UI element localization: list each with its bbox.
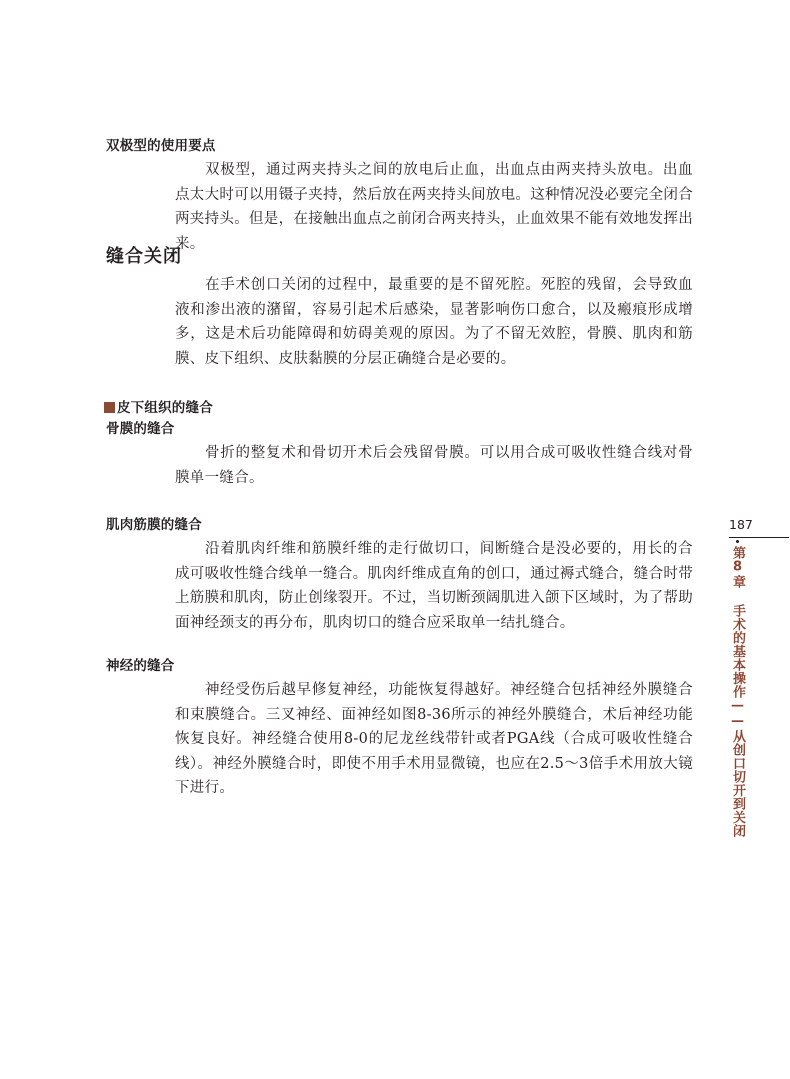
- heading-periosteum: 骨膜的缝合: [106, 421, 175, 437]
- heading-muscle-fascia: 肌肉筋膜的缝合: [106, 517, 202, 533]
- sidebar-rule: [729, 537, 789, 538]
- chapter-title-vertical: 第8章 手术的基本操作——从创口切开到关闭: [730, 546, 745, 838]
- paragraph-muscle-fascia: 沿着肌肉纤维和筋膜纤维的走行做切口，间断缝合是没必要的，用长的合成可吸收性缝合线单一缝合。肌肉纤维成直角的创口，通过褥式缝合，缝合时带上筋膜和肌肉，防止创缘裂开。不过，当切断颈阔肌进入颌下区域时，为了帮助面神经颈支的再分布，肌肉切口的缝合应采取单一结扎缝合。: [175, 541, 693, 631]
- paragraph-bipolar: 双极型，通过两夹持头之间的放电后止血，出血点由两夹持头放电。出血点太大时可以用镊子夹持，然后放在两夹持头间放电。这种情况没必要完全闭合两夹持头。但是，在接触出血点之前闭合两夹持头，止血效果不能有效地发挥出来。: [175, 162, 693, 252]
- paragraph-suture-closure: 在手术创口关闭的过程中，最重要的是不留死腔。死腔的残留，会导致血液和渗出液的潴留，容易引起术后感染，显著影响伤口愈合，以及瘢痕形成增多，这是术后功能障碍和妨碍美观的原因。为了不留无效腔，骨膜、肌肉和筋膜、皮下组织、皮肤黏膜的分层正确缝合是必要的。: [175, 277, 693, 367]
- heading-subcutaneous: [104, 399, 688, 417]
- sidebar-dot: [736, 540, 739, 543]
- heading-nerve: 神经的缝合: [106, 658, 175, 674]
- heading-subcutaneous-text: 皮下组织的缝合: [117, 400, 213, 416]
- paragraph-nerve: 神经受伤后越早修复神经，功能恢复得越好。神经缝合包括神经外膜缝合和束膜缝合。三叉神经、面神经如图8-36所示的神经外膜缝合，术后神经功能恢复良好。神经缝合使用8-0的尼龙丝线带针或者PGA线（合成可吸收性缝合线）。神经外膜缝合时，即使不用手术用显微镜，也应在2.5～3倍手术用放大镜下进行。: [175, 682, 693, 797]
- paragraph-periosteum: 骨折的整复术和骨切开术后会残留骨膜。可以用合成可吸收性缝合线对骨膜单一缝合。: [175, 445, 693, 486]
- section-square-icon: [104, 402, 115, 413]
- heading-suture-closure: 缝合关闭: [106, 246, 182, 267]
- heading-bipolar: 双极型的使用要点: [106, 138, 216, 154]
- page-number: 187: [729, 517, 753, 532]
